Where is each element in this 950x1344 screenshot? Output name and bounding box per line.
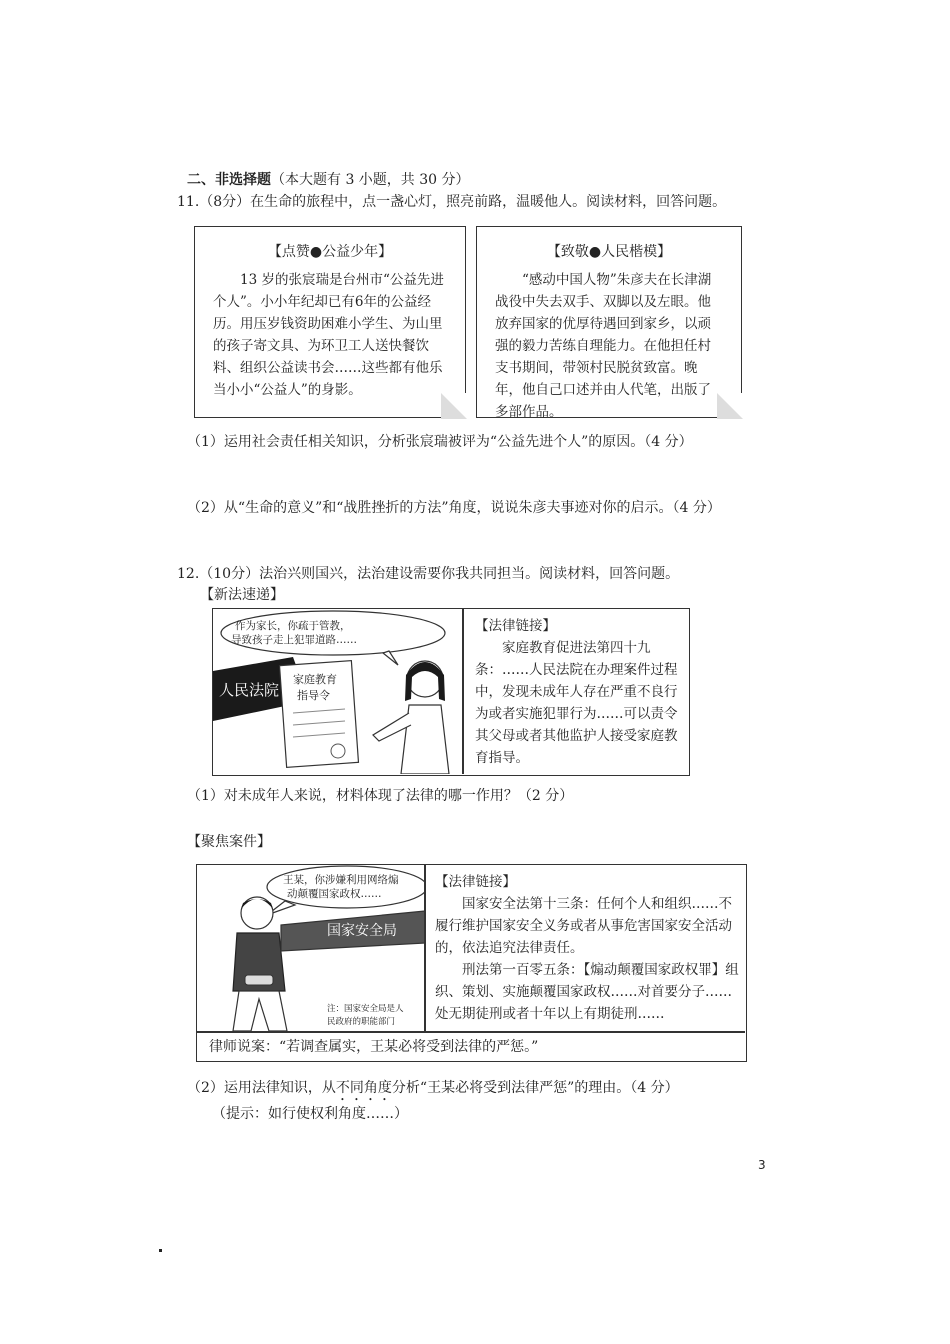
panel-divider — [462, 609, 464, 774]
section-header — [187, 170, 470, 190]
q12-hint: （提示：如行使权利角度……） — [212, 1106, 408, 1122]
comic-panel-family-education — [212, 608, 690, 776]
svg-text:指导令: 指导令 — [297, 689, 330, 702]
law1-body: 家庭教育促进法第四十九条：……人民法院在办理案件过程中，发现未成年人存在严重不良行为或者实施犯罪行为……可以责令其父母或者其他监护人接受家庭教育指导。 — [475, 640, 678, 766]
page-curl-decoration — [717, 393, 743, 419]
law2-title: 【法律链接】 — [435, 874, 516, 890]
law1-title: 【法律链接】 — [475, 618, 556, 634]
q12-sub1: （1）对未成年人来说，材料体现了法律的哪一作用？（2 分） — [187, 788, 574, 804]
law-link-national-security — [435, 871, 741, 1025]
q12-sub2-post: 分析“王某必将受到法律严惩”的理由。（4 分） — [391, 1080, 679, 1096]
comic-court-illustration — [213, 609, 463, 774]
speech-bubble-shape — [221, 611, 445, 655]
comic1-bubble-line1: 作为家长，你疏于管教， — [235, 620, 351, 632]
comic-security-illustration — [197, 865, 425, 1031]
comic2-bubble-line2: 动颠覆国家政权…… — [287, 888, 382, 900]
court-label: 人民法院 — [219, 681, 280, 699]
page-curl-decoration — [441, 393, 467, 419]
svg-text:家庭教育: 家庭教育 — [293, 673, 337, 686]
q12-tag-focus-case: 【聚焦案件】 — [187, 834, 271, 850]
q12-sub2-emphasis: 不同角度 — [335, 1080, 392, 1096]
card2-title: 【致敬●人民楷模】 — [546, 244, 672, 260]
q12-tag-new-law: 【新法速递】 — [200, 587, 284, 603]
q12-stem: 12.（10分）法治兴则国兴，法治建设需要你我共同担当。阅读材料，回答问题。 — [177, 566, 680, 582]
q12-sub2 — [187, 1078, 679, 1104]
comic2-note-line1: 注：国家安全局是人 — [327, 1004, 404, 1014]
comic1-bubble-line2: 导致孩子走上犯罪道路…… — [231, 634, 357, 646]
panel-divider — [424, 865, 426, 1031]
handcuffs-icon — [245, 975, 273, 985]
section-title: 二、非选择题 — [187, 172, 271, 188]
panel-divider-horizontal — [197, 1031, 745, 1033]
card2-body: “感动中国人物”朱彦夫在长津湖战役中失去双手、双脚以及左眼。他放弃国家的优厚待遇回到家乡，以顽强的毅力苦练自理能力。在他担任村支书期间，带领村民脱贫致富。晚年，他自己口述并由人代笔，出版了多部作品。 — [495, 272, 712, 420]
q11-sub1: （1）运用社会责任相关知识，分析张宸瑞被评为“公益先进个人”的原因。（4 分） — [187, 434, 693, 450]
card-people-model — [476, 226, 742, 418]
scan-speck — [159, 1249, 162, 1252]
card1-body: 13 岁的张宸瑞是台州市“公益先进个人”。小小年纪却已有6年的公益经历。用压岁钱资助困难小学生、为山里的孩子寄文具、为环卫工人送快餐饮料、组织公益读书会……这些都有他乐当小小“公益人”的身影。 — [213, 272, 444, 398]
bureau-label: 国家安全局 — [327, 923, 397, 939]
section-note: （本大题有 3 小题，共 30 分） — [271, 172, 470, 188]
page-number: 3 — [758, 1158, 766, 1172]
card-public-welfare — [194, 226, 466, 418]
comic-panel-national-security — [196, 864, 747, 1062]
comic2-bubble-line1: 王某，你涉嫌利用网络煽 — [283, 874, 399, 886]
law2-p2: 刑法第一百零五条：【煽动颠覆国家政权罪】组织、策划、实施颠覆国家政权……对首要分子……处无期徒刑或者十年以上有期徒刑…… — [435, 962, 739, 1022]
lawyer-comment: 律师说案：“若调查属实，王某必将受到法律的严惩。” — [209, 1039, 539, 1055]
law2-p1: 国家安全法第十三条：任何个人和组织……不履行维护国家安全义务或者从事危害国家安全活动的，依法追究法律责任。 — [435, 896, 732, 956]
q11-sub2: （2）从“生命的意义”和“战胜挫折的方法”角度，说说朱彦夫事迹对你的启示。（4 分） — [187, 500, 721, 516]
comic2-note-line2: 民政府的职能部门 — [327, 1017, 396, 1027]
q11-stem: 11.（8分）在生命的旅程中，点一盏心灯，照亮前路，温暖他人。阅读材料，回答问题。 — [177, 194, 727, 210]
law-link-family-education — [475, 615, 685, 769]
card1-title: 【点赞●公益少年】 — [267, 244, 393, 260]
q12-sub2-pre: （2）运用法律知识，从 — [187, 1080, 336, 1096]
